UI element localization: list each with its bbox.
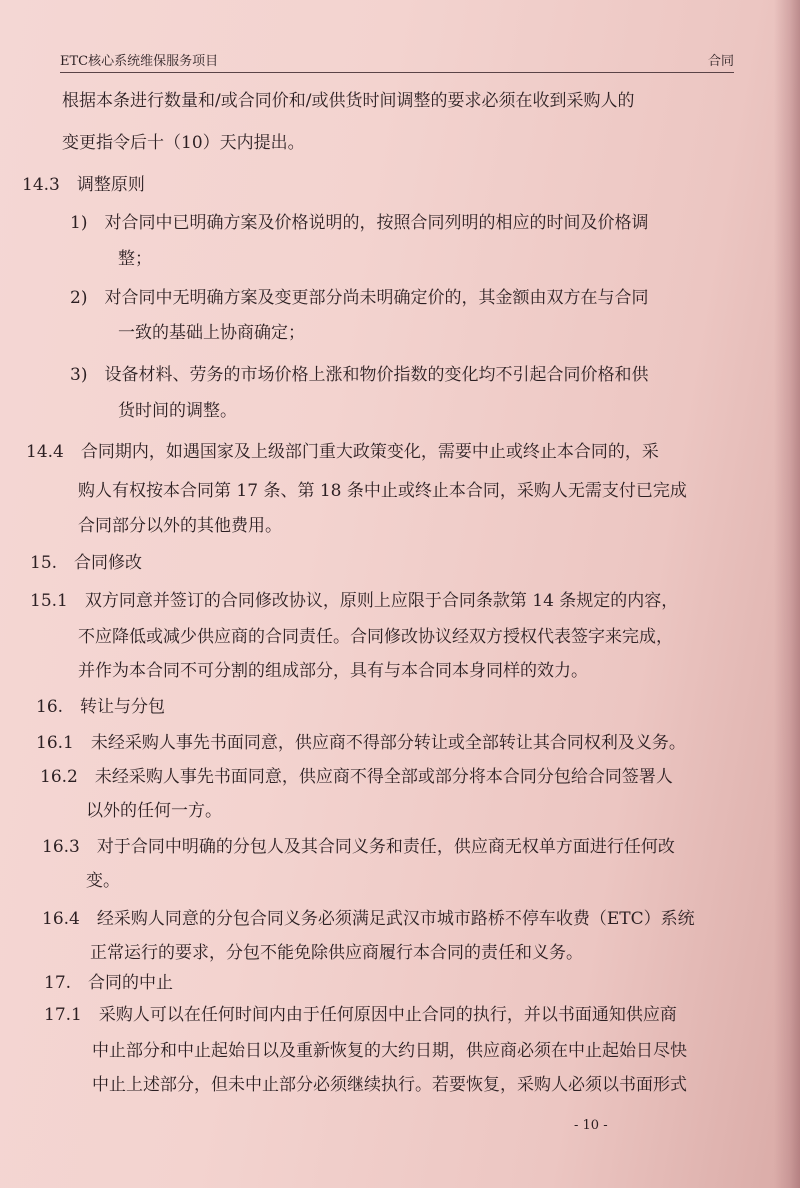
clause-paragraph: 16.4 经采购人同意的分包合同义务必须满足武汉市城市路桥不停车收费（ETC）系统 <box>42 909 695 929</box>
page-edge-shadow <box>774 0 800 1188</box>
body-line: 以外的任何一方。 <box>86 801 222 821</box>
body-line: 并作为本合同不可分割的组成部分，具有与本合同本身同样的效力。 <box>78 661 588 681</box>
body-line: 变。 <box>86 871 120 891</box>
body-line: 根据本条进行数量和/或合同价和/或供货时间调整的要求必须在收到采购人的 <box>62 91 635 111</box>
body-line: 货时间的调整。 <box>118 401 237 421</box>
clause-paragraph: 16.1 未经采购人事先书面同意，供应商不得部分转让或全部转让其合同权利及义务。 <box>36 733 686 753</box>
body-line: 一致的基础上协商确定； <box>118 323 305 343</box>
clause-paragraph: 14.4 合同期内，如遇国家及上级部门重大政策变化，需要中止或终止本合同的，采 <box>26 442 659 462</box>
clause-paragraph: 15.1 双方同意并签订的合同修改协议，原则上应限于合同条款第 14 条规定的内容， <box>30 591 679 611</box>
body-line: 合同部分以外的其他费用。 <box>78 516 282 536</box>
clause-paragraph: 16.2 未经采购人事先书面同意，供应商不得全部或部分将本合同分包给合同签署人 <box>40 767 673 787</box>
body-line: 正常运行的要求，分包不能免除供应商履行本合同的责任和义务。 <box>90 943 583 963</box>
body-line: 中止部分和中止起始日以及重新恢复的大约日期，供应商必须在中止起始日尽快 <box>92 1041 687 1061</box>
header-doc-type: 合同 <box>707 54 734 69</box>
page-number: - 10 - <box>574 1118 608 1133</box>
body-line: 变更指令后十（10）天内提出。 <box>62 133 305 153</box>
body-line: 中止上述部分，但未中止部分必须继续执行。若要恢复，采购人必须以书面形式 <box>92 1075 687 1095</box>
list-item: 1) 对合同中已明确方案及价格说明的，按照合同列明的相应的时间及价格调 <box>70 213 649 233</box>
list-item: 2) 对合同中无明确方案及变更部分尚未明确定价的，其金额由双方在与合同 <box>70 288 649 308</box>
body-line: 不应降低或减少供应商的合同责任。合同修改协议经双方授权代表签字来完成， <box>78 627 673 647</box>
body-line: 整； <box>118 249 152 269</box>
section-heading: 15. 合同修改 <box>30 553 143 573</box>
list-item: 3) 设备材料、劳务的市场价格上涨和物价指数的变化均不引起合同价格和供 <box>70 365 649 385</box>
page-header <box>60 50 734 73</box>
section-heading: 14.3 调整原则 <box>22 175 145 195</box>
header-project-title: ETC核心系统维保服务项目 <box>60 54 219 69</box>
clause-paragraph: 17.1 采购人可以在任何时间内由于任何原因中止合同的执行，并以书面通知供应商 <box>44 1005 677 1025</box>
section-heading: 17. 合同的中止 <box>44 973 174 993</box>
body-line: 购人有权按本合同第 17 条、第 18 条中止或终止本合同，采购人无需支付已完成 <box>78 481 687 501</box>
section-heading: 16. 转让与分包 <box>36 697 166 717</box>
clause-paragraph: 16.3 对于合同中明确的分包人及其合同义务和责任，供应商无权单方面进行任何改 <box>42 837 675 857</box>
